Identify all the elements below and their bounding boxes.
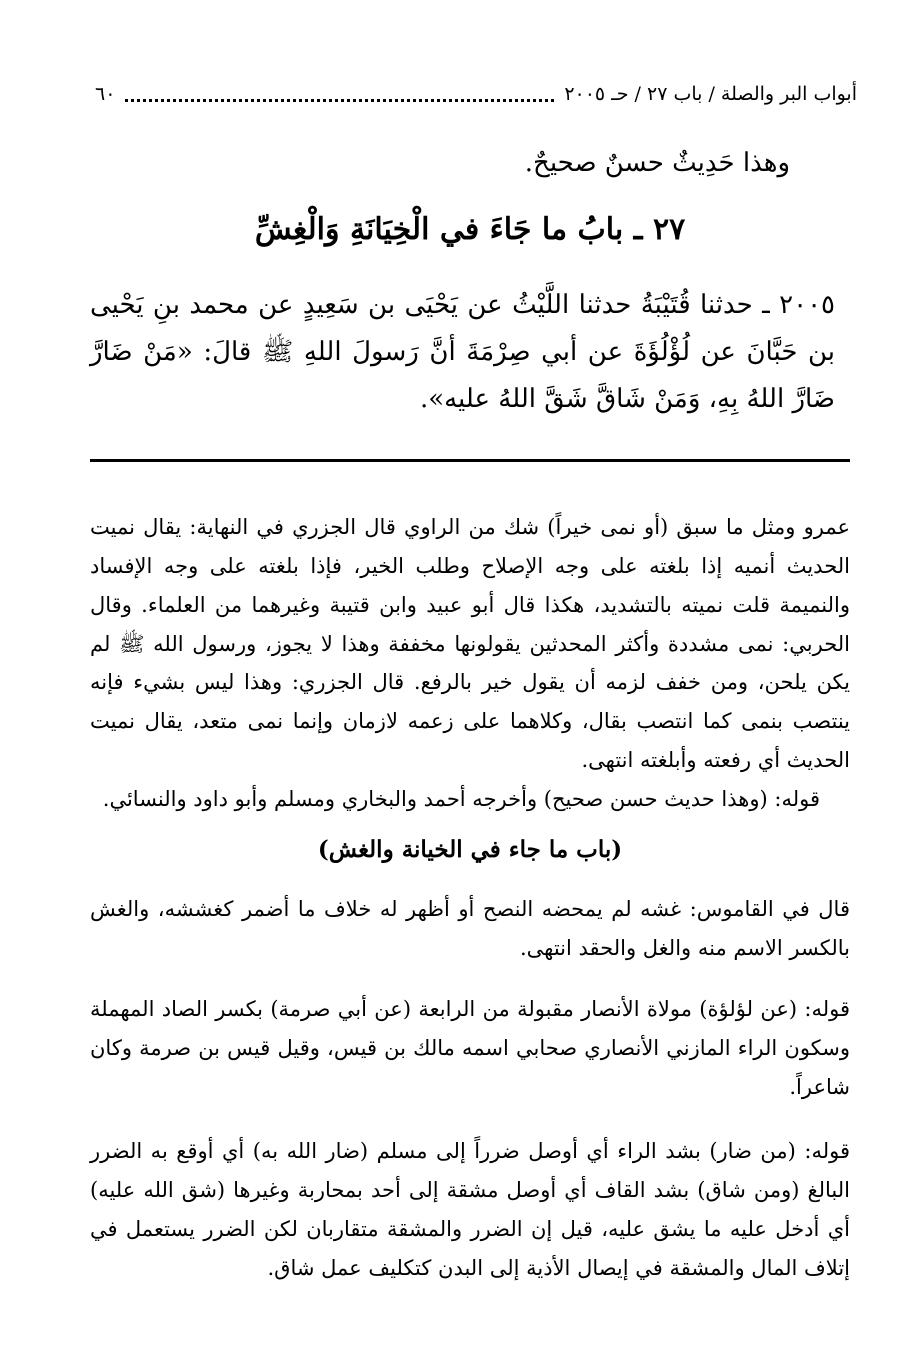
hadith-text: ٢٠٠٥ ـ حدثنا قُتَيْبَةُ حدثنا اللَّيْثُ عن يَحْيَى بن سَعِيدٍ عن محمد بنِ يَحْيى بن حَبَّانَ عن لُؤْلُؤَةَ عن أبي صِرْمَةَ أنَّ رَسولَ اللهِ ﷺ قالَ: «مَنْ ضَارَّ ضَارَّ اللهُ بِهِ، وَمَنْ شَاقَّ شَقَّ اللهُ عليه».	[90, 290, 835, 414]
page-header	[95, 74, 857, 114]
header-dotted-leader	[125, 87, 554, 102]
commentary-paragraph-2: قوله: (وهذا حديث حسن صحيح) وأخرجه أحمد والبخاري ومسلم وأبو داود والنسائي.	[102, 787, 820, 811]
commentary-paragraph-4: قوله: (عن لؤلؤة) مولاة الأنصار مقبولة من الرابعة (عن أبي صرمة) بكسر الصاد المهملة وسكون الراء المازني الأنصاري صحابي اسمه مالك بن قيس، وقيل قيس بن صرمة وكان شاعراً.	[90, 997, 850, 1099]
commentary-paragraph-3: قال في القاموس: غشه لم يمحضه النصح أو أظهر له خلاف ما أضمر كغششه، والغش بالكسر الاسم منه والغل والحقد انتهى.	[90, 897, 850, 960]
chapter-title: ٢٧ ـ بابُ ما جَاءَ في الْخِيَانَةِ وَالْغِشِّ	[254, 212, 686, 247]
footnote-divider	[90, 459, 850, 462]
hadith-grade-line: وهذا حَدِيثٌ حسنٌ صحيحٌ.	[524, 148, 790, 178]
commentary-paragraph-5: قوله: (من ضار) بشد الراء أي أوصل ضرراً إلى مسلم (ضار الله به) أي أوقع به الضرر البالغ (ومن شاق) بشد القاف أي أوصل مشقة إلى أحد بمحاربة وغيرها (شق الله عليه) أي أدخل عليه ما يشق عليه، قيل إن الضرر والمشقة متقاربان لكن الضرر يستعمل في إتلاف المال والمشقة في إيصال الأذية إلى البدن كتكليف عمل شاق.	[90, 1139, 850, 1280]
commentary-paragraph-1: عمرو ومثل ما سبق (أو نمى خيراً) شك من الراوي قال الجزري في النهاية: يقال نميت الحديث أنميه إذا بلغته على وجه الإصلاح وطلب الخير، فإذا بلغته على وجه الإفساد والنميمة قلت نميته بالتشديد، هكذا قال أبو عبيد وابن قتيبة وغيرهما من العلماء. وقال الحربي: نمى مشددة وأكثر المحدثين يقولونها مخففة وهذا لا يجوز، ورسول الله ﷺ لم يكن يلحن، ومن خفف لزمه أن يقول خير بالرفع. قال الجزري: وهذا ليس بشيء فإنه ينتصب بنمى كما انتصب بقال، وكلاهما على زعمه لازمان وإنما نمى متعد، يقال نميت الحديث أي رفعته وأبلغته انتهى.	[90, 515, 850, 773]
commentary-chapter-title: (باب ما جاء في الخيانة والغش)	[317, 836, 623, 863]
page-number: ٦٠	[95, 83, 116, 105]
running-title: أبواب البر والصلة / باب ٢٧ / حـ ٢٠٠٥	[564, 83, 857, 105]
